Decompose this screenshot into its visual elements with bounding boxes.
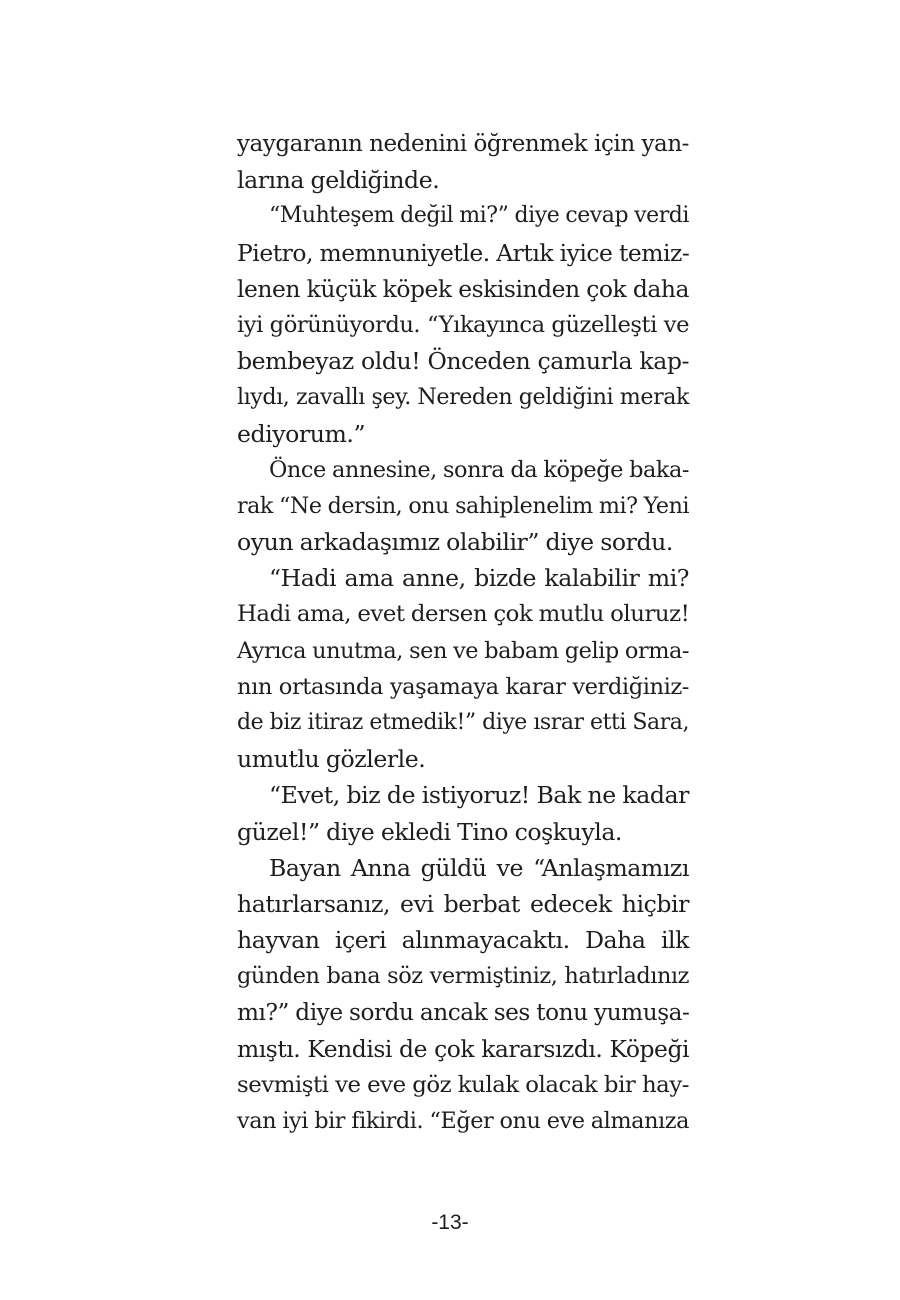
text-line: van iyi bir fikirdi. “Eğer onu eve almanıza [237, 1108, 689, 1135]
text-line: “Hadi ama anne, bizde kalabilir mi? [269, 564, 689, 593]
text-line: iyi görünüyordu. “Yıkayınca güzelleşti ve [237, 311, 689, 338]
text-line: mı?” diye sordu ancak ses tonu yumuşa- [237, 998, 690, 1026]
page-number: -13- [431, 1211, 469, 1234]
text-line: günden bana söz vermiştiniz, hatırladınız [237, 963, 689, 990]
text-line: umutlu gözlerle. [237, 745, 426, 774]
text-line: yaygaranın nedenini öğrenmek için yan- [237, 131, 689, 157]
text-line: de biz itiraz etmedik!” diye ısrar etti Sara, [237, 710, 689, 735]
text-line: larına geldiğinde. [237, 166, 440, 195]
text-line: mıştı. Kendisi de çok kararsızdı. Köpeği [237, 1034, 689, 1063]
text-line: bembeyaz oldu! Önceden çamurla kap- [237, 347, 689, 376]
text-line: Ayrıca unutma, sen ve babam gelip orma- [237, 637, 690, 664]
text-line: hatırlarsanız, evi berbat edecek hiçbir [237, 889, 689, 918]
text-line: lıydı, zavallı şey. Nereden geldiğini merak [237, 384, 689, 411]
text-line: Pietro, memnuniyetle. Artık iyice temiz- [237, 238, 690, 267]
text-line: Bayan Anna güldü ve “Anlaşmamızı [269, 853, 689, 882]
text-line: lenen küçük köpek eskisinden çok daha [237, 274, 689, 303]
text-line: sevmişti ve eve göz kulak olacak bir hay- [237, 1071, 689, 1098]
text-line: “Muhteşem değil mi?” diye cevap verdi [269, 203, 689, 229]
text-line: rak “Ne dersin, onu sahiplenelim mi? Yeni [237, 492, 690, 519]
text-line: hayvan içeri alınmayacaktı. Daha ilk [237, 926, 689, 955]
text-line: güzel!” diye ekledi Tino coşkuyla. [237, 817, 622, 846]
text-line: Önce annesine, sonra da köpeğe baka- [269, 456, 689, 483]
text-line: Hadi ama, evet dersen çok mutlu oluruz! [237, 601, 690, 628]
text-line: oyun arkadaşımız olabilir” diye sordu. [237, 528, 673, 557]
text-line: nın ortasında yaşamaya karar verdiğiniz- [237, 673, 689, 700]
body-text [237, 126, 689, 1139]
text-line: ediyorum.” [237, 419, 366, 448]
text-line: “Evet, biz de istiyoruz! Bak ne kadar [269, 781, 689, 810]
